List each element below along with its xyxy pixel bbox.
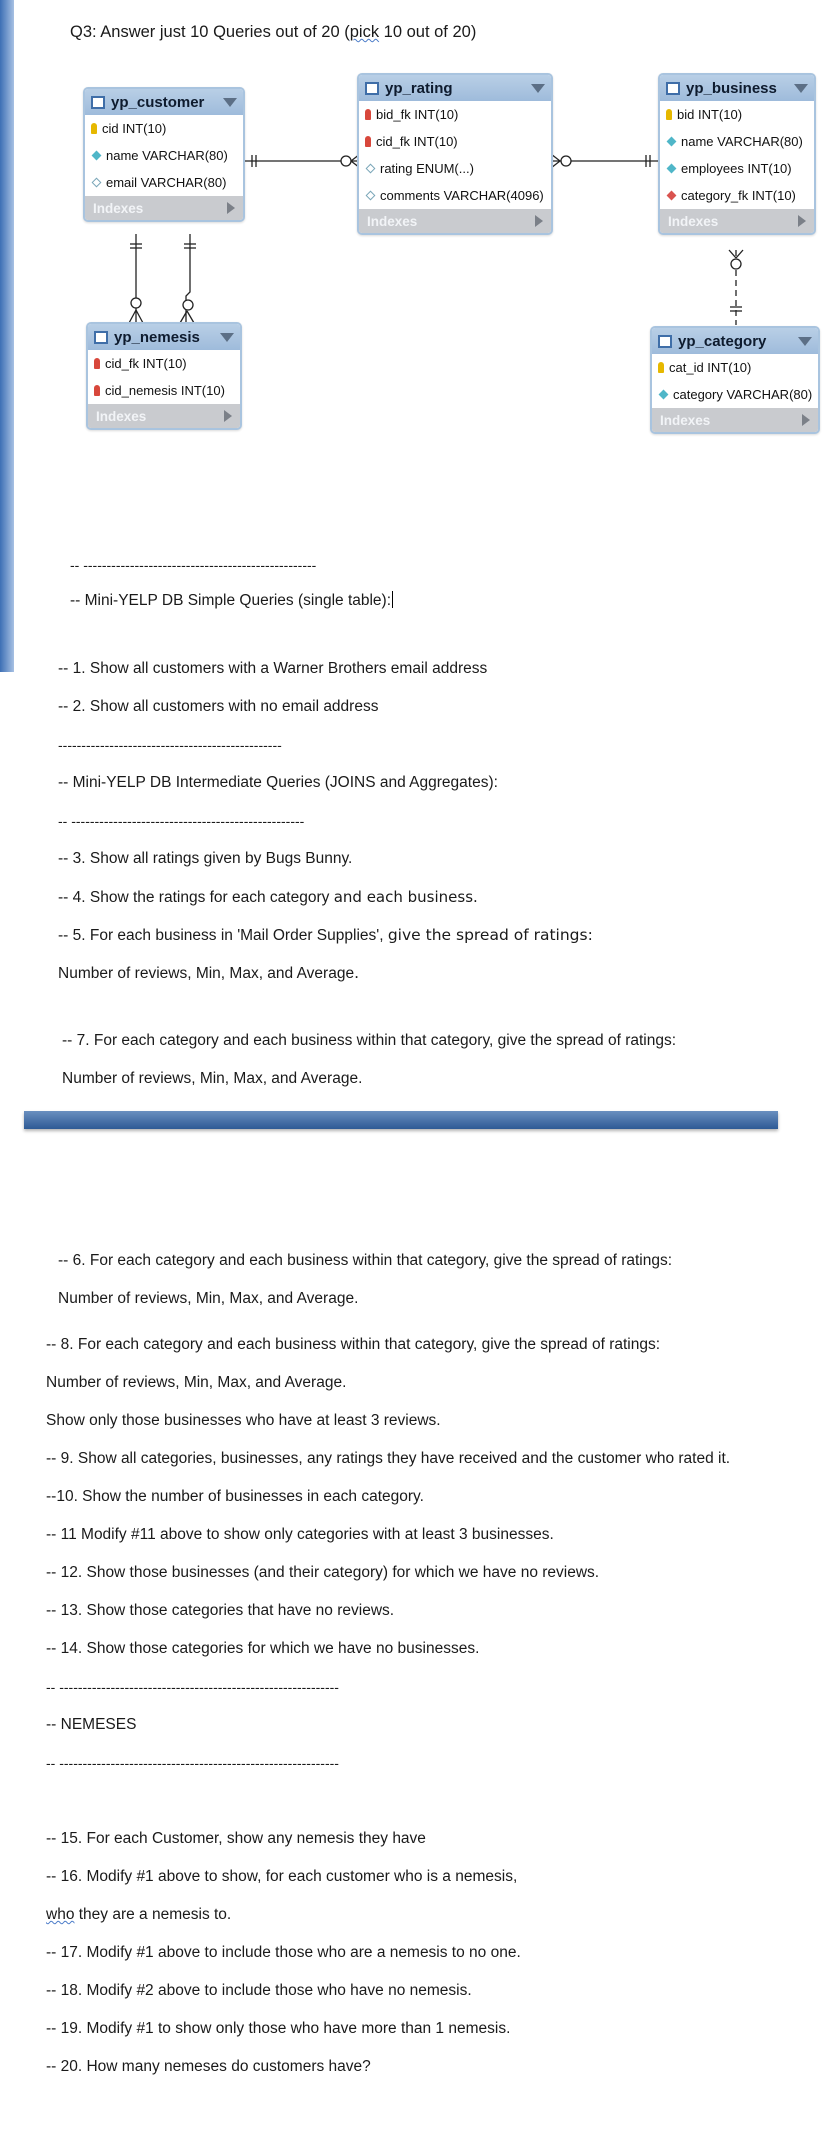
chevron-down-icon[interactable]	[798, 337, 812, 346]
column-row[interactable]: comments VARCHAR(4096)	[359, 182, 551, 209]
query-8-continued: Number of reviews, Min, Max, and Average.	[46, 1374, 347, 1391]
query-15: -- 15. For each Customer, show any nemesis they have	[46, 1830, 426, 1847]
chevron-down-icon[interactable]	[794, 84, 808, 93]
query-16-continued: who they are a nemesis to.	[46, 1906, 232, 1923]
section-heading-simple: -- Mini-YELP DB Simple Queries (single table):	[70, 592, 392, 609]
column-row[interactable]: cid_nemesis INT(10)	[88, 377, 240, 404]
separator-line: -- --------------------------------------------------	[58, 813, 305, 829]
query-5-continued: Number of reviews, Min, Max, and Average.	[58, 964, 360, 982]
nullable-column-icon	[92, 178, 102, 188]
query-5: -- 5. For each business in 'Mail Order Supplies', give the spread of ratings:	[58, 926, 593, 944]
indexes-row[interactable]: Indexes	[652, 408, 818, 432]
query-12: -- 12. Show those businesses (and their category) for which we have no reviews.	[46, 1564, 600, 1581]
expand-arrow-icon[interactable]	[798, 215, 806, 227]
query-17: -- 17. Modify #1 above to include those who are a nemesis to no one.	[46, 1944, 521, 1961]
section-heading-nemeses: -- NEMESES	[46, 1716, 137, 1733]
query-2: -- 2. Show all customers with no email address	[58, 698, 379, 715]
table-title: yp_business	[686, 79, 777, 97]
table-yp-rating[interactable]	[357, 73, 553, 235]
query-20: -- 20. How many nemeses do customers have?	[46, 2058, 371, 2075]
foreign-key-icon	[94, 358, 100, 369]
query-19: -- 19. Modify #1 to show only those who have more than 1 nemesis.	[46, 2020, 511, 2037]
foreign-key-icon	[365, 109, 371, 120]
query-6-continued: Number of reviews, Min, Max, and Average.	[58, 1290, 359, 1307]
query-18: -- 18. Modify #2 above to include those who have no nemesis.	[46, 1982, 472, 1999]
column-row[interactable]: employees INT(10)	[660, 155, 814, 182]
separator-line: -- ------------------------------------------------------------	[46, 1755, 339, 1771]
query-13: -- 13. Show those categories that have no reviews.	[46, 1602, 395, 1619]
expand-arrow-icon[interactable]	[227, 202, 235, 214]
query-8-condition: Show only those businesses who have at least 3 reviews.	[46, 1412, 441, 1429]
expand-arrow-icon[interactable]	[535, 215, 543, 227]
indexes-row[interactable]: Indexes	[359, 209, 551, 233]
column-row[interactable]: name VARCHAR(80)	[85, 142, 243, 169]
text-cursor	[392, 591, 393, 608]
foreign-key-diamond-icon	[667, 191, 677, 201]
table-icon	[94, 331, 108, 344]
table-icon	[666, 82, 680, 95]
query-8: -- 8. For each category and each business within that category, give the spread of ratings:	[46, 1336, 661, 1353]
expand-arrow-icon[interactable]	[802, 414, 810, 426]
primary-key-icon	[658, 362, 664, 373]
query-3: -- 3. Show all ratings given by Bugs Bunny.	[58, 850, 353, 867]
table-icon	[658, 335, 672, 348]
page-break-band	[24, 1111, 778, 1129]
table-yp-business[interactable]	[658, 73, 816, 235]
column-row[interactable]: rating ENUM(...)	[359, 155, 551, 182]
column-row[interactable]: cid INT(10)	[85, 115, 243, 142]
indexes-row[interactable]: Indexes	[88, 404, 240, 428]
query-10: --10. Show the number of businesses in each category.	[46, 1488, 424, 1505]
query-4: -- 4. Show the ratings for each category and each business.	[58, 888, 478, 906]
query-14: -- 14. Show those categories for which we have no businesses.	[46, 1640, 480, 1657]
column-row[interactable]: category VARCHAR(80)	[652, 381, 818, 408]
table-title: yp_rating	[385, 79, 453, 97]
indexes-row[interactable]: Indexes	[85, 196, 243, 220]
table-title: yp_nemesis	[114, 328, 200, 346]
column-row[interactable]: email VARCHAR(80)	[85, 169, 243, 196]
separator-line: -- ------------------------------------------------------------	[46, 1679, 339, 1695]
query-1: -- 1. Show all customers with a Warner Brothers email address	[58, 660, 488, 677]
foreign-key-icon	[365, 136, 371, 147]
column-diamond-icon	[667, 137, 677, 147]
query-16: -- 16. Modify #1 above to show, for each customer who is a nemesis,	[46, 1868, 518, 1885]
query-11: -- 11 Modify #11 above to show only categories with at least 3 businesses.	[46, 1526, 554, 1543]
column-row[interactable]: cat_id INT(10)	[652, 354, 818, 381]
table-yp-customer[interactable]	[83, 87, 245, 222]
column-row[interactable]: bid INT(10)	[660, 101, 814, 128]
separator-line: ------------------------------------------------	[58, 737, 282, 753]
table-yp-nemesis[interactable]	[86, 322, 242, 430]
column-row[interactable]: cid_fk INT(10)	[359, 128, 551, 155]
table-icon	[365, 82, 379, 95]
column-diamond-icon	[659, 390, 669, 400]
column-row[interactable]: category_fk INT(10)	[660, 182, 814, 209]
query-9: -- 9. Show all categories, businesses, any ratings they have received and the customer who rated it.	[46, 1450, 731, 1467]
table-title: yp_category	[678, 332, 767, 350]
column-row[interactable]: bid_fk INT(10)	[359, 101, 551, 128]
column-row[interactable]: cid_fk INT(10)	[88, 350, 240, 377]
query-7-continued: Number of reviews, Min, Max, and Average.	[62, 1070, 363, 1087]
primary-key-icon	[91, 123, 97, 134]
nullable-column-icon	[366, 164, 376, 174]
indexes-row[interactable]: Indexes	[660, 209, 814, 233]
nullable-column-icon	[366, 191, 376, 201]
primary-key-icon	[666, 109, 672, 120]
column-diamond-icon	[667, 164, 677, 174]
query-6: -- 6. For each category and each business within that category, give the spread of ratings:	[58, 1252, 673, 1269]
column-row[interactable]: name VARCHAR(80)	[660, 128, 814, 155]
chevron-down-icon[interactable]	[223, 98, 237, 107]
foreign-key-icon	[94, 385, 100, 396]
column-diamond-icon	[92, 151, 102, 161]
chevron-down-icon[interactable]	[220, 333, 234, 342]
separator-line: -- --------------------------------------------------	[70, 557, 317, 573]
query-7: -- 7. For each category and each business within that category, give the spread of ratings:	[62, 1032, 677, 1049]
page-title: Q3: Answer just 10 Queries out of 20 (pick 10 out of 20)	[70, 23, 477, 41]
table-title: yp_customer	[111, 93, 205, 111]
chevron-down-icon[interactable]	[531, 84, 545, 93]
table-icon	[91, 96, 105, 109]
table-yp-category[interactable]	[650, 326, 820, 434]
expand-arrow-icon[interactable]	[224, 410, 232, 422]
section-heading-intermediate: -- Mini-YELP DB Intermediate Queries (JOINS and Aggregates):	[58, 774, 498, 791]
